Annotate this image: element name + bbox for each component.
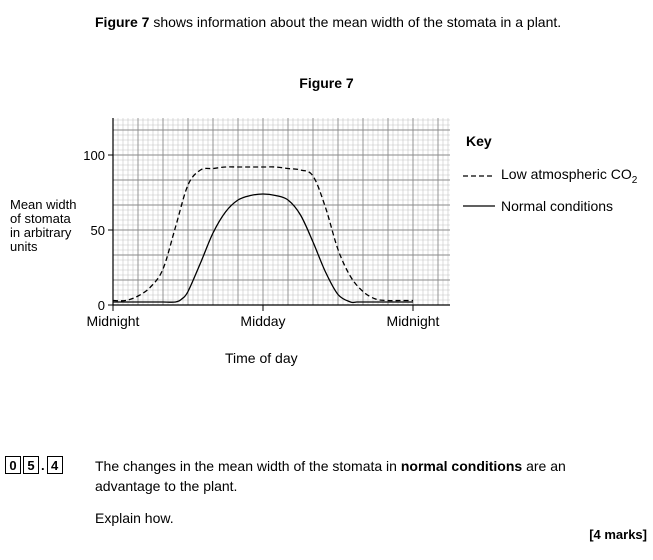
y-axis-label-line: units xyxy=(10,239,38,254)
question-number-digit: 5 xyxy=(23,456,39,474)
x-tick-label: Midday xyxy=(240,313,286,329)
x-tick-label: Midnight xyxy=(86,313,140,329)
grid-major xyxy=(113,118,450,305)
y-tick-label: 100 xyxy=(83,148,105,163)
question-number-digit: 4 xyxy=(47,456,63,474)
y-axis-label-line: Mean width xyxy=(10,197,77,212)
axes xyxy=(113,118,450,305)
legend-dashed-line-icon xyxy=(463,174,495,178)
intro-text: shows information about the mean width of the stomata in a plant. xyxy=(149,14,562,30)
question-number-digit: 0 xyxy=(5,456,21,474)
legend-label-low-co2: Low atmospheric $CO_2$ xyxy=(501,166,638,186)
legend-label-normal: Normal conditions xyxy=(501,198,614,214)
y-axis-label-line: in arbitrary xyxy=(10,225,72,240)
legend-title: Key xyxy=(466,133,492,149)
question-bold-term: normal conditions xyxy=(400,458,523,474)
legend-solid-line-icon xyxy=(463,204,495,208)
grid-minor xyxy=(113,118,450,305)
x-axis-label: Time of day xyxy=(225,350,298,366)
marks-label: [4 marks] xyxy=(589,527,647,542)
legend-item-low-co2 xyxy=(463,166,637,186)
y-tick-label: 0 xyxy=(97,298,105,313)
y-tick-label: 50 xyxy=(90,223,105,238)
legend-item-normal xyxy=(463,198,613,214)
figure-title: Figure 7 xyxy=(299,75,354,91)
question-number-separator: . xyxy=(41,457,45,473)
question-text: The changes in the mean width of the stomata in normal conditions are an advantage to the plant. xyxy=(95,458,566,494)
intro-figure-ref: Figure 7 xyxy=(95,14,150,30)
y-axis-label-line: of stomata xyxy=(10,211,71,226)
question-number xyxy=(5,456,65,474)
x-tick-label: Midnight xyxy=(386,313,440,329)
question-instruction: Explain how. xyxy=(95,510,174,526)
